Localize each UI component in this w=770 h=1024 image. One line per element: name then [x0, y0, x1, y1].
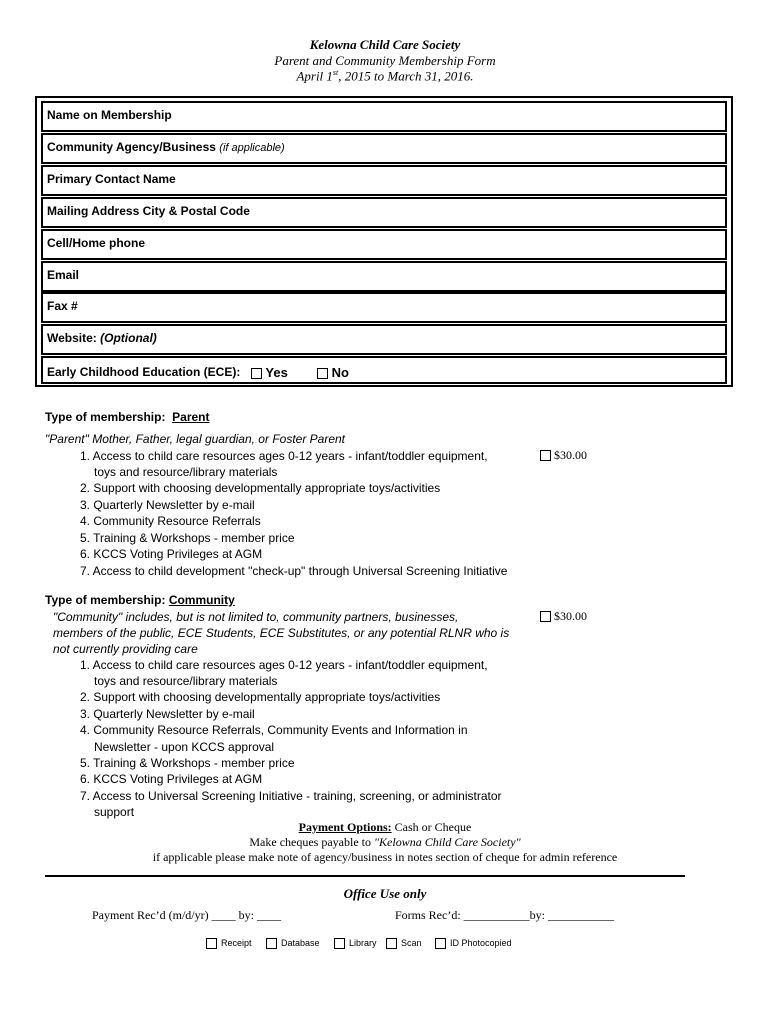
list-item: 2. Support with choosing developmentally appropriate toys/activities — [80, 690, 441, 704]
office-check-id-photocopied[interactable]: ID Photocopied — [435, 938, 512, 949]
checkbox-icon[interactable] — [251, 368, 262, 379]
payment-received-field[interactable]: Payment Rec’d (m/d/yr) ____ by: ____ — [92, 908, 281, 922]
office-check-scan[interactable]: Scan — [386, 938, 422, 949]
list-item: Newsletter - upon KCCS approval — [94, 740, 275, 754]
org-name: Kelowna Child Care Society — [309, 37, 461, 52]
community-type-heading: Type of membership: Community — [45, 593, 235, 607]
fax-field[interactable]: Fax # — [41, 292, 727, 323]
list-item: 6. KCCS Voting Privileges at AGM — [80, 547, 263, 561]
website-field[interactable]: Website: (Optional) — [41, 324, 727, 355]
checkbox-icon[interactable] — [206, 938, 217, 949]
list-item: 1. Access to child care resources ages 0-12 years - infant/toddler equipment, — [80, 449, 488, 463]
checkbox-icon[interactable] — [317, 368, 328, 379]
list-item: toys and resource/library materials — [94, 465, 278, 479]
agency-field[interactable]: Community Agency/Business (if applicable) — [41, 133, 727, 164]
list-item: 5. Training & Workshops - member price — [80, 756, 295, 770]
office-check-database[interactable]: Database — [266, 938, 320, 949]
checkbox-icon[interactable] — [540, 450, 551, 461]
ece-no-option[interactable]: No — [317, 365, 349, 380]
list-item: toys and resource/library materials — [94, 674, 278, 688]
office-check-receipt[interactable]: Receipt — [206, 938, 252, 949]
list-item: 2. Support with choosing developmentally appropriate toys/activities — [80, 481, 441, 495]
checkbox-icon[interactable] — [540, 611, 551, 622]
payment-options: Payment Options: Cash or Cheque — [298, 820, 472, 834]
list-item: 3. Quarterly Newsletter by e-mail — [80, 498, 255, 512]
member-info-box — [35, 96, 733, 387]
address-field[interactable]: Mailing Address City & Postal Code — [41, 197, 727, 228]
community-desc-line: "Community" includes, but is not limited to, community partners, businesses, — [53, 610, 459, 624]
checkbox-icon[interactable] — [266, 938, 277, 949]
list-item: 3. Quarterly Newsletter by e-mail — [80, 707, 255, 721]
list-item: 5. Training & Workshops - member price — [80, 531, 295, 545]
community-price-option[interactable]: $30.00 — [540, 609, 587, 624]
divider — [45, 875, 685, 877]
parent-type-heading: Type of membership: Parent — [45, 410, 210, 424]
list-item: 7. Access to Universal Screening Initiative - training, screening, or administrator — [80, 789, 502, 803]
parent-desc: "Parent" Mother, Father, legal guardian, or Foster Parent — [45, 432, 346, 446]
checkbox-icon[interactable] — [386, 938, 397, 949]
office-check-library[interactable]: Library — [334, 938, 377, 949]
phone-field[interactable]: Cell/Home phone — [41, 229, 727, 260]
form-period: April 1st, 2015 to March 31, 2016. — [296, 68, 474, 84]
ece-yes-option[interactable]: Yes — [251, 365, 288, 380]
community-desc-line: not currently providing care — [53, 642, 198, 656]
community-desc-line: members of the public, ECE Students, ECE Substitutes, or any potential RLNR who is — [53, 626, 510, 640]
form-title: Parent and Community Membership Form — [274, 53, 496, 68]
checkbox-icon[interactable] — [334, 938, 345, 949]
checkbox-icon[interactable] — [435, 938, 446, 949]
list-item: support — [94, 805, 135, 819]
contact-field[interactable]: Primary Contact Name — [41, 165, 727, 196]
payment-payee: Make cheques payable to "Kelowna Child Care Society" — [249, 835, 521, 849]
email-field[interactable]: Email — [41, 261, 727, 292]
office-use-title: Office Use only — [343, 886, 427, 901]
list-item: 7. Access to child development "check-up" through Universal Screening Initiative — [80, 564, 508, 578]
list-item: 4. Community Resource Referrals, Community Events and Information in — [80, 723, 468, 737]
list-item: 1. Access to child care resources ages 0-12 years - infant/toddler equipment, — [80, 658, 488, 672]
ece-row: Early Childhood Education (ECE): Yes No — [41, 356, 727, 384]
parent-price-option[interactable]: $30.00 — [540, 448, 587, 463]
list-item: 4. Community Resource Referrals — [80, 514, 261, 528]
name-field[interactable]: Name on Membership — [41, 101, 727, 132]
list-item: 6. KCCS Voting Privileges at AGM — [80, 772, 263, 786]
payment-note: if applicable please make note of agency/business in notes section of cheque for admin reference — [152, 850, 618, 864]
forms-received-field[interactable]: Forms Rec’d: ___________by: ___________ — [395, 908, 614, 922]
